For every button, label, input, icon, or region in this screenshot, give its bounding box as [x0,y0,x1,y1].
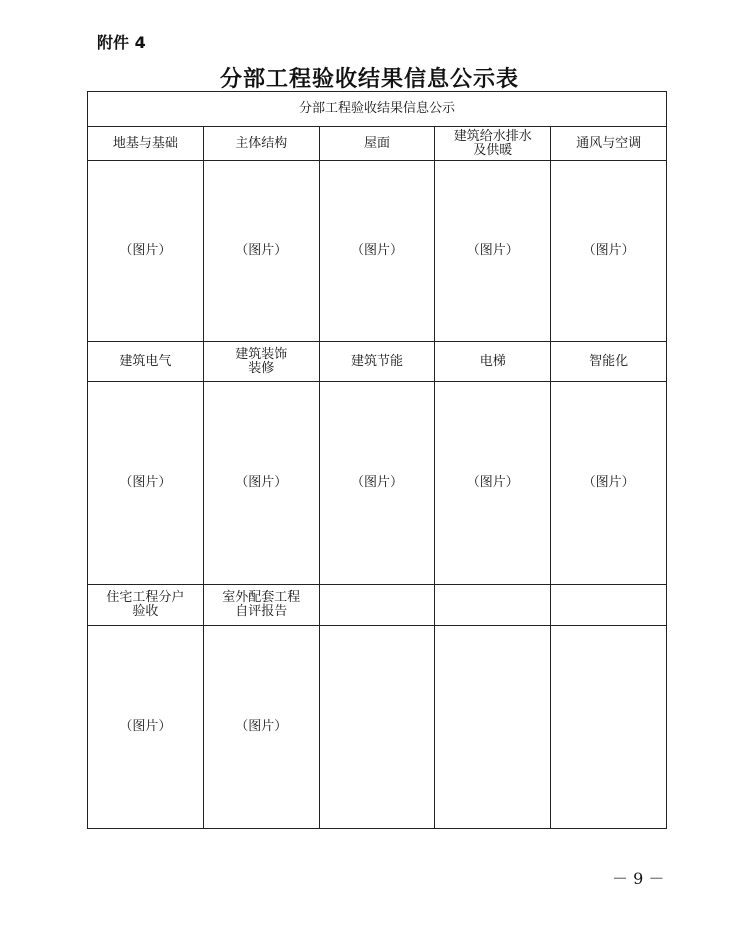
label-cell [551,585,667,626]
photo-cell [551,626,667,829]
label-cell: 屋面 [319,127,435,161]
label-cell: 室外配套工程 自评报告 [203,585,319,626]
photo-cell: （图片） [88,161,204,342]
label-cell: 地基与基础 [88,127,204,161]
page-title: 分部工程验收结果信息公示表 [219,66,519,92]
label-cell: 主体结构 [203,127,319,161]
table-header: 分部工程验收结果信息公示 [88,92,667,127]
photo-cell [435,626,551,829]
attachment-label: 附件 4 [97,33,146,52]
photo-cell [319,626,435,829]
photo-cell: （图片） [551,161,667,342]
photo-cell: （图片） [203,382,319,585]
disclosure-table [87,91,667,829]
label-cell [319,585,435,626]
photo-cell: （图片） [551,382,667,585]
label-cell: 智能化 [551,342,667,382]
label-cell: 住宅工程分户 验收 [88,585,204,626]
label-cell: 建筑节能 [319,342,435,382]
label-cell: 电梯 [435,342,551,382]
page-number: － 9 － [612,869,665,888]
photo-cell: （图片） [88,626,204,829]
label-cell: 建筑装饰 装修 [203,342,319,382]
photo-cell: （图片） [319,382,435,585]
photo-cell: （图片） [203,626,319,829]
photo-cell: （图片） [435,382,551,585]
photo-cell: （图片） [203,161,319,342]
photo-cell: （图片） [88,382,204,585]
label-cell: 建筑给水排水 及供暖 [435,127,551,161]
label-cell: 建筑电气 [88,342,204,382]
photo-cell: （图片） [435,161,551,342]
photo-cell: （图片） [319,161,435,342]
label-cell [435,585,551,626]
label-cell: 通风与空调 [551,127,667,161]
